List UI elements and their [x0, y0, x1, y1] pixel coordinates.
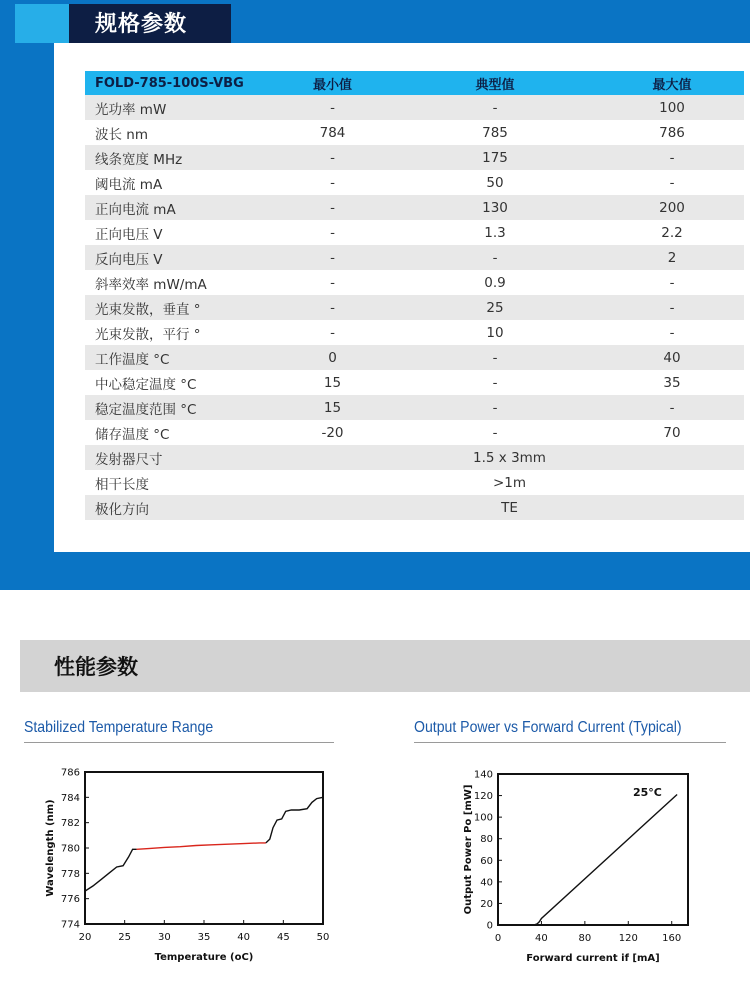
spec-table-row: [85, 145, 744, 170]
chart-1-title: Stabilized Temperature Range: [24, 719, 214, 736]
typ-cell: -: [390, 95, 600, 120]
min-cell: 15: [275, 395, 390, 420]
y-tick-label: 40: [480, 877, 493, 889]
x-tick-label: 50: [316, 932, 330, 943]
param-cell: 光束发散，平行 °: [85, 320, 275, 345]
min-cell: -: [275, 95, 390, 120]
y-axis-label: Output Power Po [mW]: [463, 784, 474, 915]
max-cell: 786: [600, 120, 744, 145]
max-cell: 40: [600, 345, 744, 370]
spec-table-row: [85, 395, 744, 420]
y-tick-label: 782: [60, 818, 80, 830]
spec-table-row: [85, 270, 744, 295]
spec-table-header-row: [85, 71, 744, 95]
y-tick-label: 140: [473, 769, 493, 781]
param-cell: 极化方向: [85, 495, 275, 520]
param-cell: 正向电流 mA: [85, 195, 275, 220]
param-cell: 稳定温度范围 °C: [85, 395, 275, 420]
value-cell: >1m: [275, 470, 744, 495]
param-cell: 阈电流 mA: [85, 170, 275, 195]
temperature-annotation: 25°C: [633, 786, 662, 799]
spec-table-row: [85, 320, 744, 345]
max-cell: -: [600, 270, 744, 295]
y-tick-label: 774: [60, 919, 80, 931]
typ-cell: 130: [390, 195, 600, 220]
param-cell: 光束发散，垂直 °: [85, 295, 275, 320]
spec-table-row: [85, 245, 744, 270]
y-tick-label: 776: [60, 894, 80, 906]
min-cell: -: [275, 270, 390, 295]
param-cell: 线条宽度 MHz: [85, 145, 275, 170]
max-cell: 35: [600, 370, 744, 395]
typ-cell: 785: [390, 120, 600, 145]
param-cell: 光功率 mW: [85, 95, 275, 120]
x-tick-label: 25: [118, 932, 132, 943]
max-cell: -: [600, 295, 744, 320]
y-tick-label: 0: [486, 920, 493, 932]
perf-section-title: 性能参数: [54, 655, 138, 679]
spec-table-row: [85, 495, 744, 520]
min-cell: -: [275, 245, 390, 270]
min-cell: 784: [275, 120, 390, 145]
x-tick-label: 35: [197, 932, 211, 943]
spec-header-accent: [15, 4, 69, 43]
param-cell: 中心稳定温度 °C: [85, 370, 275, 395]
param-cell: 发射器尺寸: [85, 445, 275, 470]
spec-table: [85, 71, 744, 520]
typ-cell: -: [390, 395, 600, 420]
x-tick-label: 40: [535, 933, 548, 944]
chart-1-title-rule: [24, 742, 334, 743]
spec-table-row: [85, 220, 744, 245]
spec-table-row: [85, 195, 744, 220]
y-tick-label: 786: [60, 767, 80, 779]
spec-table-row: [85, 370, 744, 395]
typ-cell: -: [390, 370, 600, 395]
min-cell: -: [275, 295, 390, 320]
plot-frame: [85, 772, 323, 924]
x-axis-label: Temperature (oC): [154, 952, 254, 963]
x-tick-label: 120: [618, 933, 638, 944]
max-cell: -: [600, 320, 744, 345]
spec-table-row: [85, 95, 744, 120]
typ-cell: -: [390, 420, 600, 445]
param-cell: 工作温度 °C: [85, 345, 275, 370]
header-min: 最小值: [275, 71, 390, 95]
min-cell: -: [275, 170, 390, 195]
min-cell: -: [275, 145, 390, 170]
value-cell: 1.5 x 3mm: [275, 445, 744, 470]
param-cell: 反向电压 V: [85, 245, 275, 270]
typ-cell: 0.9: [390, 270, 600, 295]
y-tick-label: 778: [60, 868, 80, 880]
max-cell: 2: [600, 245, 744, 270]
typ-cell: 25: [390, 295, 600, 320]
x-tick-label: 45: [276, 932, 290, 943]
y-tick-label: 780: [60, 843, 80, 855]
value-cell: TE: [275, 495, 744, 520]
y-tick-label: 80: [480, 834, 493, 846]
chart-2-title-rule: [414, 742, 726, 743]
max-cell: 100: [600, 95, 744, 120]
min-cell: -20: [275, 420, 390, 445]
x-tick-label: 30: [157, 932, 171, 943]
max-cell: -: [600, 395, 744, 420]
y-tick-label: 120: [473, 791, 493, 803]
y-tick-label: 60: [480, 855, 493, 867]
param-cell: 斜率效率 mW/mA: [85, 270, 275, 295]
x-axis-label: Forward current if [mA]: [526, 953, 660, 964]
y-tick-label: 20: [480, 898, 493, 910]
typ-cell: 10: [390, 320, 600, 345]
min-cell: 0: [275, 345, 390, 370]
typ-cell: 1.3: [390, 220, 600, 245]
spec-table-row: [85, 295, 744, 320]
spec-section-title: 规格参数: [95, 12, 188, 37]
max-cell: -: [600, 145, 744, 170]
spec-table-row: [85, 120, 744, 145]
min-cell: -: [275, 195, 390, 220]
y-tick-label: 784: [60, 792, 80, 804]
max-cell: 200: [600, 195, 744, 220]
x-tick-label: 0: [494, 933, 502, 944]
x-tick-label: 40: [237, 932, 251, 943]
max-cell: -: [600, 170, 744, 195]
chart-output-power: [375, 750, 750, 980]
y-tick-label: 100: [473, 812, 493, 824]
typ-cell: -: [390, 245, 600, 270]
spec-table-row: [85, 170, 744, 195]
spec-table-row: [85, 470, 744, 495]
x-tick-label: 80: [578, 933, 592, 944]
header-model: FOLD-785-100S-VBG: [85, 71, 275, 95]
chart-stabilized-temperature: [0, 750, 375, 980]
chart-2-title: Output Power vs Forward Current (Typical): [414, 719, 682, 736]
param-cell: 储存温度 °C: [85, 420, 275, 445]
min-cell: -: [275, 320, 390, 345]
x-tick-label: 20: [78, 932, 92, 943]
max-cell: 2.2: [600, 220, 744, 245]
typ-cell: 175: [390, 145, 600, 170]
spec-table-row: [85, 420, 744, 445]
max-cell: 70: [600, 420, 744, 445]
y-axis-label: Wavelength (nm): [45, 799, 56, 897]
x-tick-label: 160: [662, 933, 682, 944]
spec-table-row: [85, 445, 744, 470]
header-max: 最大值: [600, 71, 744, 95]
spec-table-row: [85, 345, 744, 370]
param-cell: 相干长度: [85, 470, 275, 495]
min-cell: -: [275, 220, 390, 245]
param-cell: 波长 nm: [85, 120, 275, 145]
typ-cell: -: [390, 345, 600, 370]
param-cell: 正向电压 V: [85, 220, 275, 245]
header-typ: 典型值: [390, 71, 600, 95]
typ-cell: 50: [390, 170, 600, 195]
min-cell: 15: [275, 370, 390, 395]
